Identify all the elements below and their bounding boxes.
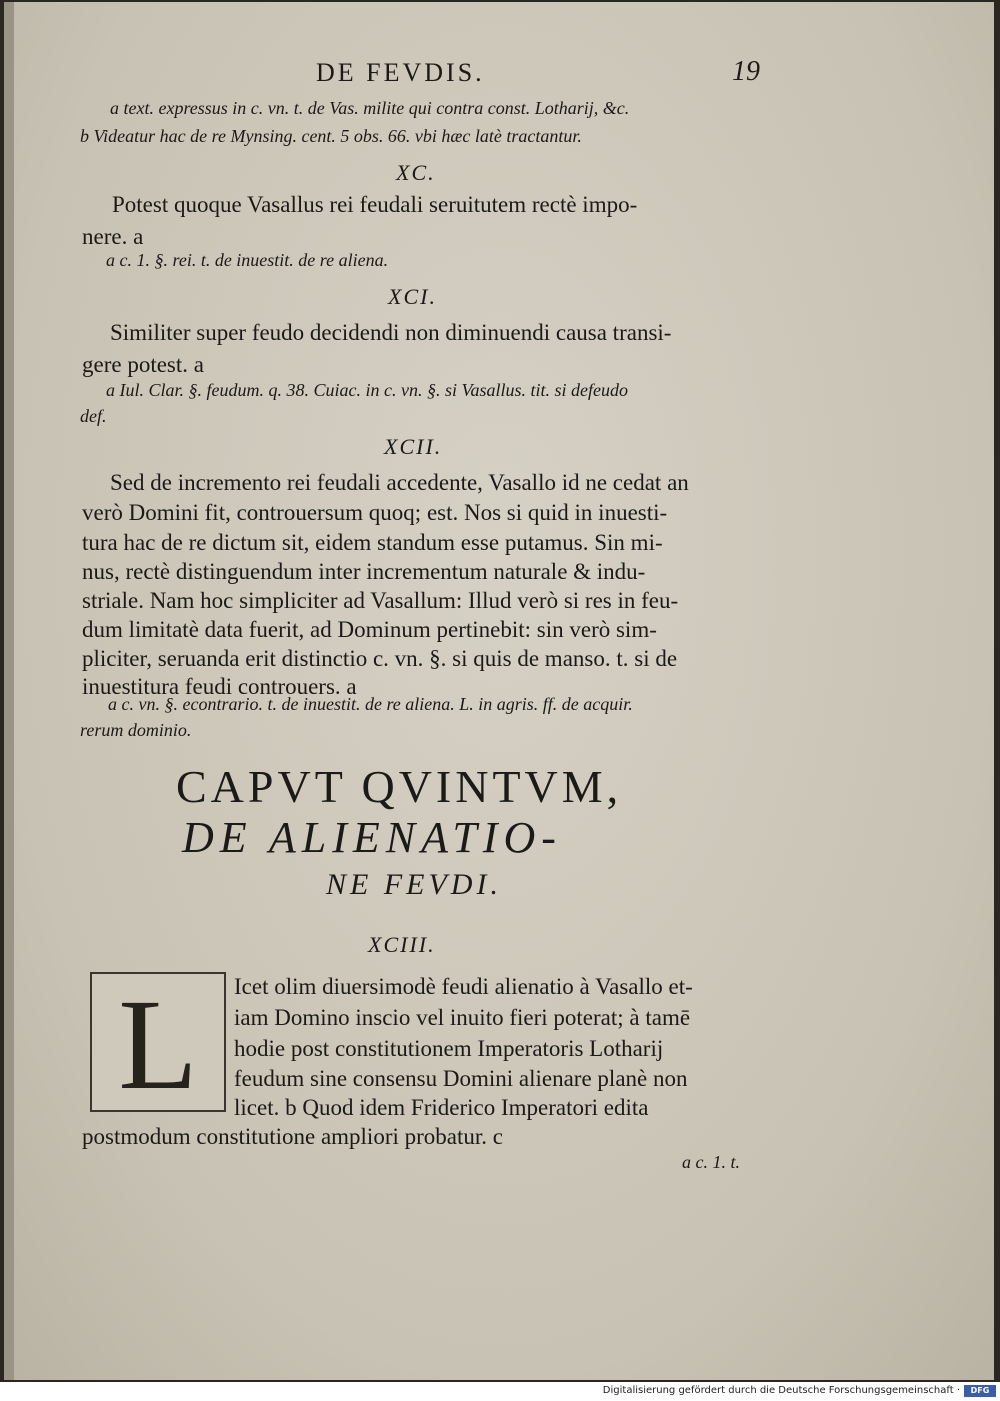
- body-line: nere. a: [82, 224, 144, 249]
- page-gutter: [4, 2, 14, 1380]
- section-number: XCI.: [388, 284, 437, 309]
- chapter-title: CAPVT QVINTVM,: [176, 761, 623, 812]
- chapter-subtitle: DE ALIENATIO-: [182, 813, 562, 862]
- section-number: XCIII.: [368, 932, 436, 957]
- body-line: hodie post constitutionem Imperatoris Lotharij: [234, 1036, 664, 1061]
- section-number: XC.: [396, 160, 436, 185]
- chapter-subtitle-end: NE FEVDI.: [326, 868, 502, 901]
- book-page: [4, 2, 994, 1380]
- body-line: verò Domini fit, controuersum quoq; est. Nos si quid in inuesti-: [82, 500, 668, 525]
- catchword: a c. 1. t.: [682, 1152, 740, 1172]
- digitization-footer: [0, 1382, 1000, 1401]
- body-line: dum limitatè data fuerit, ad Dominum pertinebit: sin verò sim-: [82, 617, 657, 642]
- section-number: XCII.: [384, 434, 443, 459]
- dfg-logo: DFG: [964, 1385, 996, 1397]
- running-title: DE FEVDIS.: [316, 58, 485, 87]
- body-line: Sed de incremento rei feudali accedente, Vasallo id ne cedat an: [110, 470, 689, 495]
- body-line: inuestitura feudi controuers. a: [82, 674, 357, 699]
- footnote-line: a c. vn. §. econtrario. t. de inuestit. de re aliena. L. in agris. ff. de acquir.: [108, 694, 633, 714]
- footer-credit: Digitalisierung gefördert durch die Deutsche Forschungsgemeinschaft ·: [602, 1385, 960, 1396]
- footnote-line: rerum dominio.: [80, 720, 192, 740]
- body-line: striale. Nam hoc simpliciter ad Vasallum: Illud verò si res in feu-: [82, 588, 679, 613]
- body-line: Potest quoque Vasallus rei feudali seruitutem rectè impo-: [112, 192, 638, 217]
- decorated-initial: [90, 972, 226, 1117]
- footnote-line: a text. expressus in c. vn. t. de Vas. milite qui contra const. Lotharij, &c.: [110, 98, 630, 118]
- body-line: feudum sine consensu Domini alienare planè non: [234, 1066, 688, 1091]
- body-line: Icet olim diuersimodè feudi alienatio à Vasallo et-: [234, 974, 693, 999]
- footnote-line: a Iul. Clar. §. feudum. q. 38. Cuiac. in c. vn. §. si Vasallus. tit. si defeudo: [106, 380, 628, 400]
- footnote-line: def.: [80, 406, 107, 426]
- body-line: nus, rectè distinguendum inter incrementum naturale & indu-: [82, 559, 646, 584]
- body-line: postmodum constitutione ampliori probatur. c: [82, 1124, 503, 1149]
- body-line: gere potest. a: [82, 352, 204, 377]
- body-line: licet. b Quod idem Friderico Imperatori edita: [234, 1095, 649, 1120]
- body-line: iam Domino inscio vel inuito fieri poterat; à tamē: [234, 1005, 691, 1030]
- body-line: Similiter super feudo decidendi non diminuendi causa transi-: [110, 320, 672, 345]
- body-line: pliciter, seruanda erit distinctio c. vn. §. si quis de manso. t. si de: [82, 646, 678, 671]
- body-line: tura hac de re dictum sit, eidem standum esse putamus. Sin mi-: [82, 530, 663, 555]
- page-number: 19: [732, 56, 760, 87]
- footnote-line: b Videatur hac de re Mynsing. cent. 5 obs. 66. vbi hæc latè tractantur.: [80, 126, 582, 146]
- footnote-line: a c. 1. §. rei. t. de inuestit. de re aliena.: [106, 250, 389, 270]
- initial-letter: L: [118, 973, 198, 1117]
